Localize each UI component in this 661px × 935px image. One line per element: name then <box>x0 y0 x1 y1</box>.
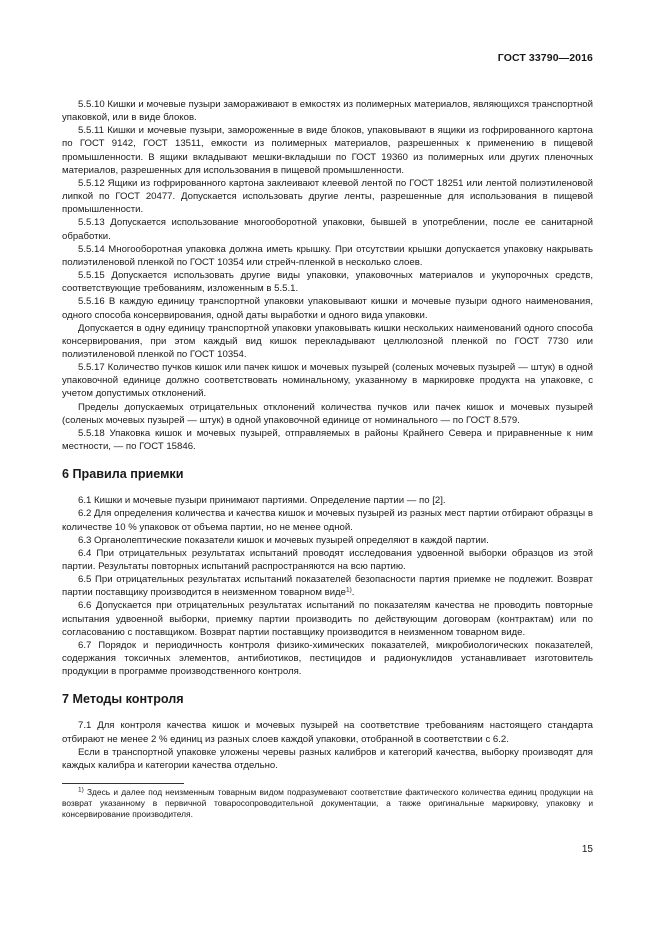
paragraph-5-5-15: 5.5.15 Допускается использовать другие виды упаковки, упаковочных материалов и укупорочных средств, соответствующие требованиям, изложенным в 5.5.1. <box>62 270 593 295</box>
section-6-heading: 6 Правила приемки <box>62 467 184 482</box>
footnote <box>62 787 593 820</box>
section-5-5-continued <box>62 98 593 453</box>
section-7-body <box>62 719 593 772</box>
paragraph-6-6: 6.6 Допускается при отрицательных результатах испытаний по показателям качества не проводить повторные испытания удвоенной выборки, приемку партии производить по действующим договорам (контрактам) или по согласованию с поставщиком. Возврат партии поставщику производится в неизменном товарном виде. <box>62 600 593 638</box>
paragraph-7-1-note: Если в транспортной упаковке уложены черевы разных калибров и категорий качества, выборку производят для каждых калибра и категории качества отдельно. <box>62 746 593 771</box>
paragraph-6-5-end: . <box>351 587 355 599</box>
footnote-reference[interactable]: 1) <box>345 586 352 594</box>
paragraph-6-5-text: 6.5 При отрицательных результатах испытаний показателей безопасности партия приемке не подлежит. Возврат партии поставщику производится в неизменном товарном виде <box>62 574 593 599</box>
page-number: 15 <box>581 844 593 855</box>
paragraph-5-5-16: 5.5.16 В каждую единицу транспортной упаковки упаковывают кишки и мочевые пузыри одного наименования, одного способа консервирования, одной даты выработки и одного вида упаковки. <box>62 296 593 321</box>
document-page <box>62 52 593 912</box>
paragraph-6-2: 6.2 Для определения количества и качества кишок и мочевых пузырей из разных мест партии отбирают образцы в количестве 10 % упаковок от объема партии, но не менее одной. <box>62 508 593 533</box>
paragraph-5-5-16-note: Допускается в одну единицу транспортной упаковки упаковывать кишки нескольких наименований одного способа консервирования, при этом каждый вид кишок перекладывают целлюлозной пленкой по ГОСТ 7730 или полиэтиленовой пленкой по ГОСТ 10354. <box>62 322 593 360</box>
paragraph-6-7: 6.7 Порядок и периодичность контроля физико-химических показателей, микробиологических показателей, содержания токсичных элементов, антибиотиков, пестицидов и радионуклидов устанавливает изготовитель продукции в программе производственного контроля. <box>62 639 593 678</box>
section-7-heading: 7 Методы контроля <box>62 692 184 707</box>
paragraph-5-5-13: 5.5.13 Допускается использование многооборотной упаковки, бывшей в употреблении, после ее санитарной обработки. <box>62 217 593 242</box>
paragraph-5-5-11: 5.5.11 Кишки и мочевые пузыри, замороженные в виде блоков, упаковывают в ящики из гофрированного картона по ГОСТ 9142, ГОСТ 13511, емкости из полимерных материалов, разрешенных к применению в пищевой промышленности. В ящики вкладывают мешки-вкладыши по ГОСТ 19360 из полимерных или других пленочных материалов, разрешенных для использования в пищевой промышленности. <box>62 125 593 176</box>
paragraph-5-5-18: 5.5.18 Упаковка кишок и мочевых пузырей, отправляемых в районы Крайнего Севера и приравненные к ним местности, — по ГОСТ 15846. <box>62 427 593 453</box>
paragraph-5-5-17: 5.5.17 Количество пучков кишок или пачек кишок и мочевых пузырей (соленых мочевых пузырей — штук) в одной упаковочной единице должно соответствовать номинальному, указанному в маркировке продукта на упаковке, с учетом допустимых отклонений. <box>62 362 593 400</box>
document-code-header: ГОСТ 33790—2016 <box>497 52 593 64</box>
paragraph-5-5-12: 5.5.12 Ящики из гофрированного картона заклеивают клеевой лентой по ГОСТ 18251 или лентой полиэтиленовой липкой по ГОСТ 20477. Допускается использовать другие ленты, разрешенные для использования в пищевой промышленности. <box>62 177 593 216</box>
footnote-text: Здесь и далее под неизменным товарным видом подразумевают соответствие фактического количества единиц продукции на возврат указанному в первичной товаросопроводительной документации, а также оригинальные маркировку, упаковку и консервирование производителя. <box>62 787 593 820</box>
paragraph-5-5-17-limits: Пределы допускаемых отрицательных отклонений количества пучков или пачек кишок и мочевых пузырей (соленых мочевых пузырей — штук) в одной упаковочной единице от номинального — по ГОСТ 8.579. <box>62 401 593 426</box>
paragraph-6-3: 6.3 Органолептические показатели кишок и мочевых пузырей определяют в каждой партии. <box>78 534 489 546</box>
paragraph-6-1: 6.1 Кишки и мочевые пузыри принимают партиями. Определение партии — по [2]. <box>78 495 446 507</box>
paragraph-7-1: 7.1 Для контроля качества кишок и мочевых пузырей на соответствие требованиям настоящего стандарта отбирают не менее 2 % единиц из разных слоев каждой упаковки, отобранной в соответствии с 6.2. <box>62 720 593 745</box>
section-6-body <box>62 494 593 678</box>
footnote-mark: 1) <box>78 786 84 794</box>
paragraph-6-4: 6.4 При отрицательных результатах испытаний проводят исследования удвоенной выборки образцов из этой партии. Результаты повторных испытаний распространяются на всю партию. <box>62 547 593 572</box>
paragraph-5-5-10: 5.5.10 Кишки и мочевые пузыри замораживают в емкостях из полимерных материалов, являющихся транспортной упаковкой, или в виде блоков. <box>62 99 593 124</box>
paragraph-5-5-14: 5.5.14 Многооборотная упаковка должна иметь крышку. При отсутствии крышки допускается упаковку накрывать полиэтиленовой пленкой по ГОСТ 10354 или стрейч-пленкой в несколько слоев. <box>62 243 593 268</box>
footnote-divider <box>62 783 184 784</box>
paragraph-6-5 <box>62 573 593 599</box>
